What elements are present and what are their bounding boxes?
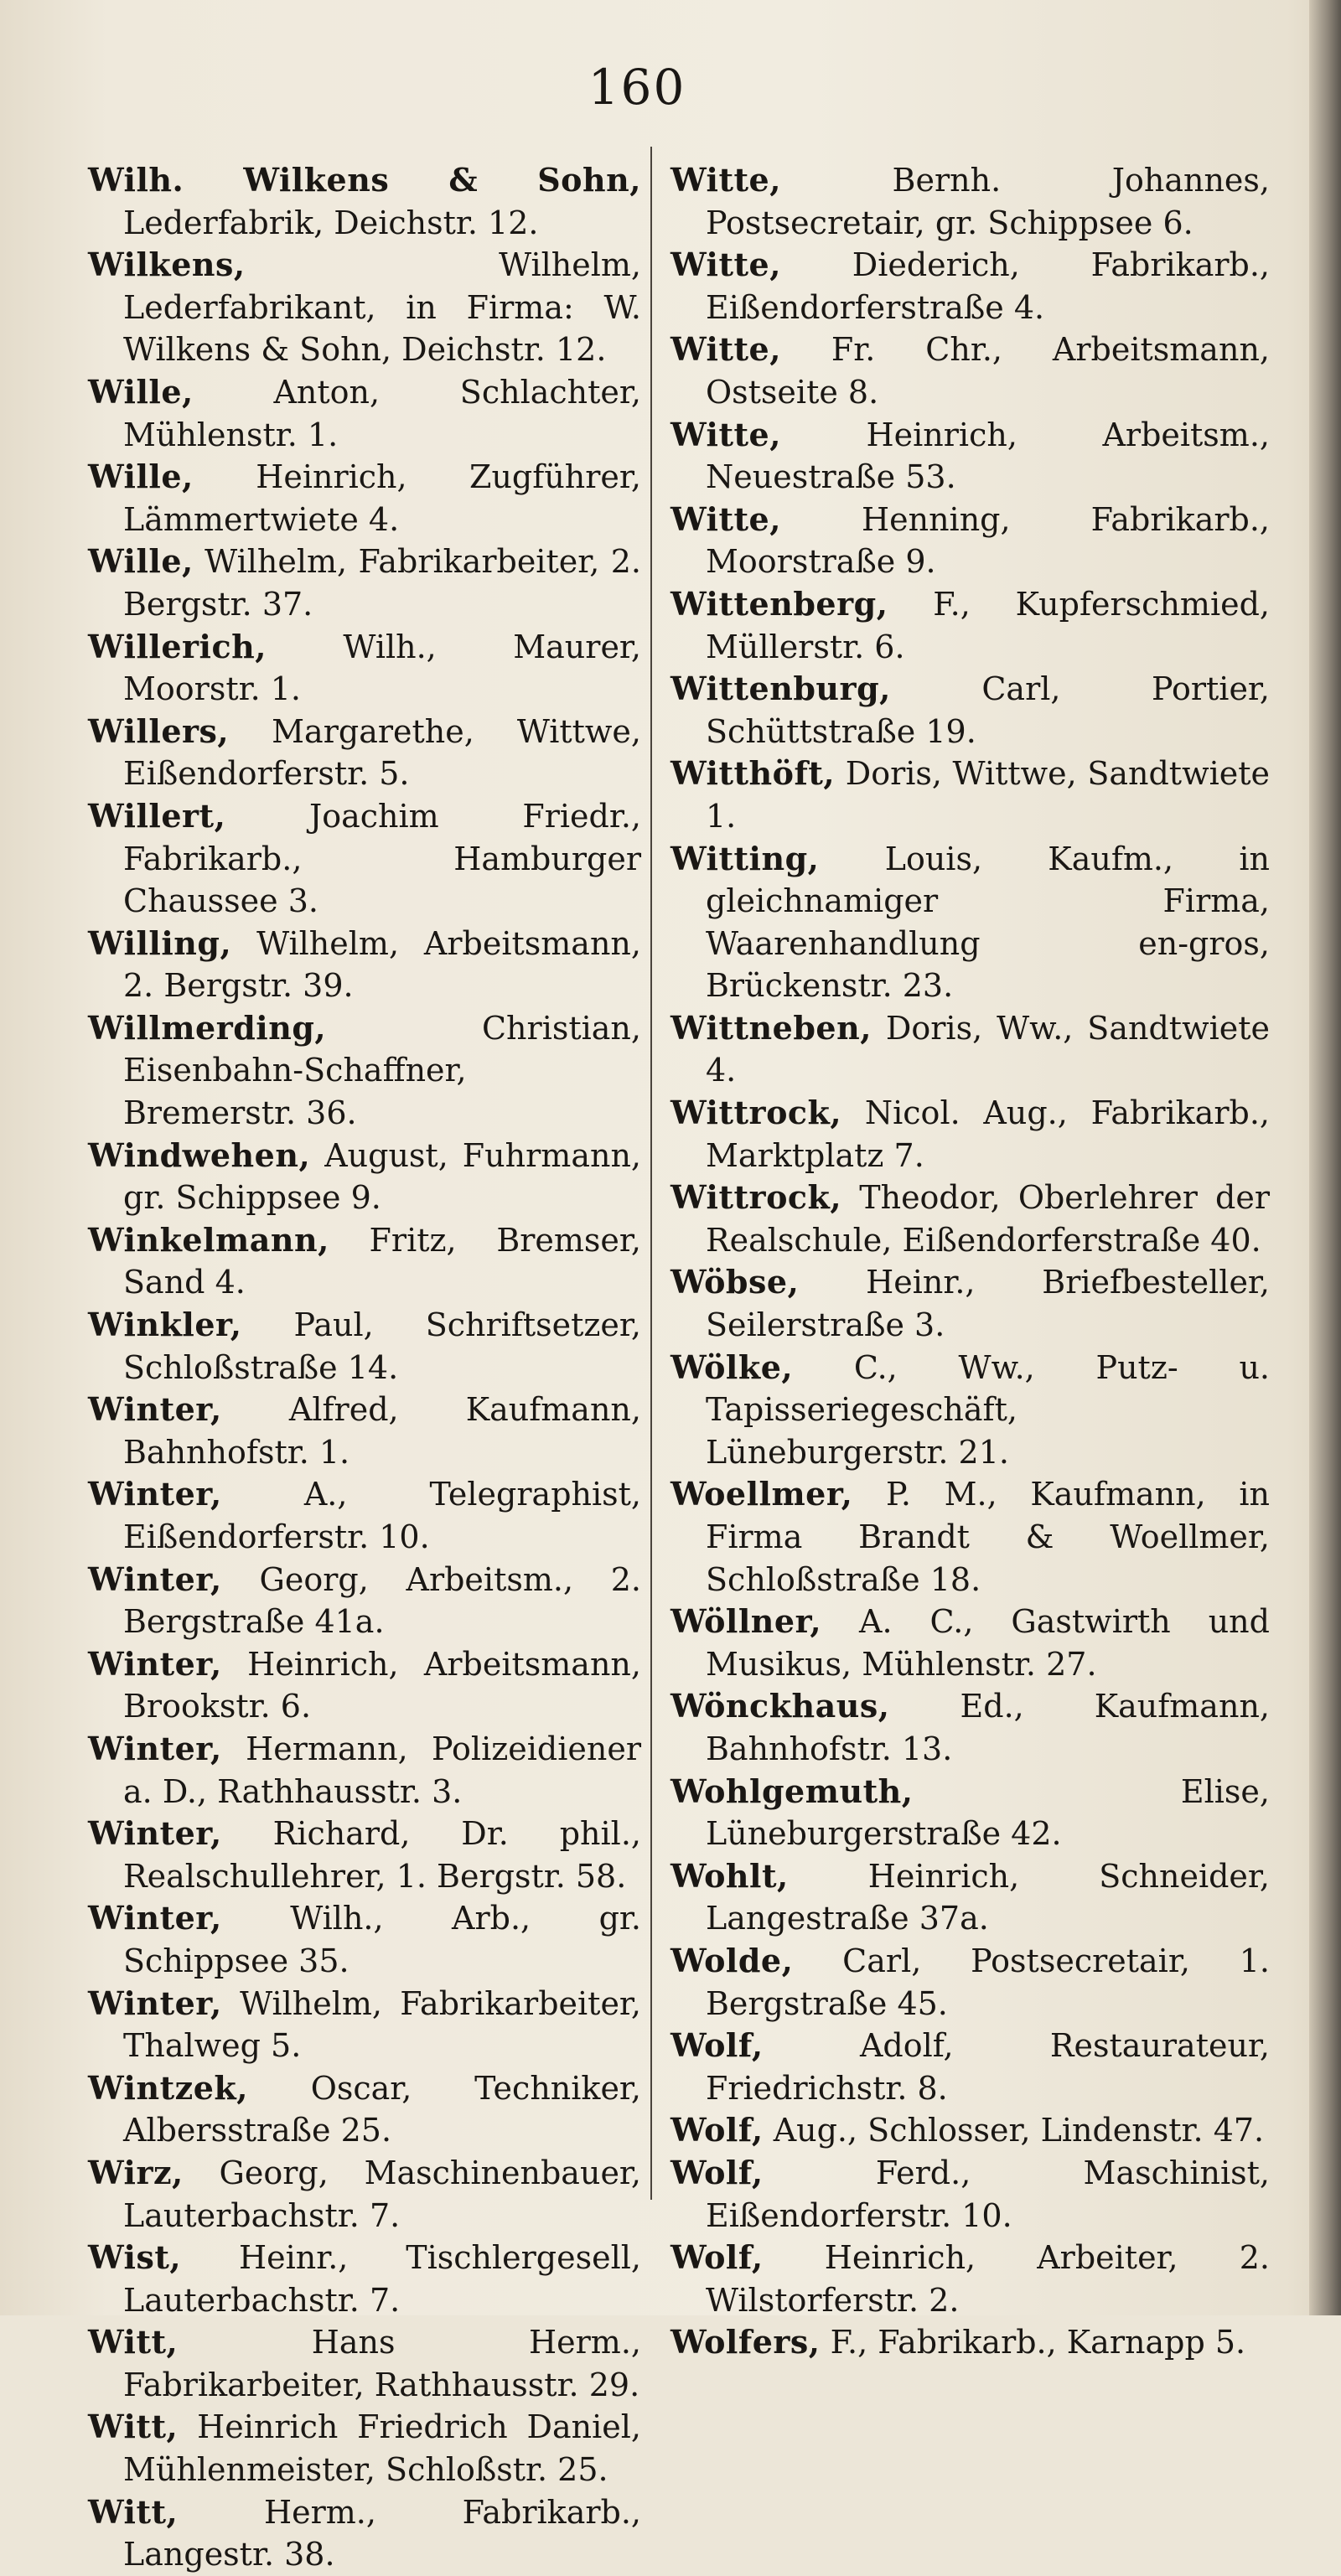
page-edge: [1309, 0, 1341, 2315]
entry-details: Fritz, Bremser, Sand 4.: [123, 1221, 641, 1301]
directory-entry: [670, 583, 1270, 668]
entry-details: Heinrich, Zugführer, Lämmertwiete 4.: [123, 458, 641, 538]
entry-details: Doris, Wittwe, Sandtwiete 1.: [706, 755, 1270, 835]
entry-details: Oscar, Techniker, Albersstraße 25.: [123, 2069, 641, 2149]
entry-details: F., Fabrikarb., Karnapp 5.: [820, 2324, 1246, 2361]
entry-name: Witt,: [88, 2408, 179, 2446]
entry-name: Winter,: [88, 1899, 222, 1937]
entry-name: Witting,: [670, 839, 820, 877]
entry-details: Wilhelm, Fabrikarbeiter, Thalweg 5.: [123, 1984, 641, 2065]
entry-details: Paul, Schriftsetzer, Schloßstraße 14.: [123, 1306, 641, 1386]
entry-name: Winter,: [88, 1475, 222, 1513]
directory-entry: [88, 626, 641, 711]
directory-entry: [670, 838, 1270, 1007]
entry-details: Heinrich, Arbeiter, 2. Wilstorferstr. 2.: [706, 2239, 1270, 2319]
entry-details: Louis, Kaufm., in gleichnamiger Firma, Waarenhandlung en-gros, Brückenstr. 23.: [706, 840, 1270, 1005]
entry-name: Wist,: [88, 2238, 182, 2277]
entry-name: Winter,: [88, 1814, 222, 1853]
entry-name: Wohlt,: [670, 1856, 789, 1895]
directory-entry: [670, 2237, 1270, 2321]
entry-details: A., Telegraphist, Eißendorferstr. 10.: [123, 1476, 641, 1555]
directory-entry: [88, 711, 641, 795]
directory-entry: [670, 328, 1270, 413]
entry-details: Margarethe, Wittwe, Eißendorferstr. 5.: [123, 712, 641, 793]
directory-entry: [88, 1304, 641, 1389]
entry-details: Adolf, Restaurateur, Friedrichstr. 8.: [706, 2027, 1270, 2107]
entry-name: Witte,: [670, 246, 781, 284]
directory-entry: [88, 1219, 641, 1304]
entry-name: Wöbse,: [670, 1263, 800, 1301]
entry-name: Winter,: [88, 1390, 222, 1429]
entry-details: Aug., Schlosser, Lindenstr. 47.: [763, 2112, 1265, 2149]
entry-name: Witte,: [670, 415, 781, 453]
directory-entry: [670, 1855, 1270, 1940]
entry-name: Wilkens,: [88, 246, 246, 284]
directory-entry: [670, 2152, 1270, 2237]
entry-details: P. M., Kaufmann, in Firma Brandt & Woellmer, Schloßstraße 18.: [706, 1476, 1270, 1598]
entry-name: Willers,: [88, 711, 230, 750]
entry-name: Winkelmann,: [88, 1220, 329, 1259]
directory-entry: [670, 668, 1270, 753]
entry-name: Wöllner,: [670, 1602, 822, 1641]
directory-entry: [670, 1473, 1270, 1601]
directory-entry: [88, 159, 641, 244]
entry-name: Witt,: [88, 2323, 179, 2361]
entry-name: Wille,: [88, 372, 194, 411]
column-divider: [650, 147, 652, 2200]
directory-entry: [88, 2152, 641, 2237]
entry-name: Wille,: [88, 458, 194, 496]
entry-details: Heinrich, Arbeitsm., Neuestraße 53.: [706, 416, 1270, 496]
directory-entry: [88, 1983, 641, 2067]
entry-details: Ferd., Maschinist, Eißendorferstr. 10.: [706, 2154, 1270, 2234]
entry-details: Theodor, Oberlehrer der Realschule, Eißendorferstraße 40.: [706, 1179, 1270, 1259]
directory-entry: [88, 1135, 641, 1219]
entry-details: Herm., Fabrikarb., Langestr. 38.: [123, 2493, 641, 2573]
entry-details: Heinr., Briefbesteller, Seilerstraße 3.: [706, 1264, 1270, 1344]
entry-name: Willing,: [88, 923, 232, 962]
directory-entry: [88, 2237, 641, 2321]
entry-details: Richard, Dr. phil., Realschullehrer, 1. Bergstr. 58.: [123, 1815, 641, 1895]
entry-details: Lederfabrik, Deichstr. 12.: [123, 204, 539, 241]
entry-details: Wilhelm, Arbeitsmann, 2. Bergstr. 39.: [123, 924, 641, 1005]
entry-details: Fr. Chr., Arbeitsmann, Ostseite 8.: [706, 331, 1270, 411]
directory-entry: [670, 2109, 1270, 2152]
directory-entry: [88, 456, 641, 541]
entry-name: Witte,: [670, 161, 781, 199]
directory-entry: [88, 795, 641, 923]
directory-entry: [670, 159, 1270, 244]
directory-entry: [88, 1813, 641, 1897]
entry-name: Wilh. Wilkens & Sohn,: [88, 161, 641, 199]
entry-name: Windwehen,: [88, 1135, 311, 1174]
directory-entry: [670, 499, 1270, 583]
entry-name: Winter,: [88, 1984, 222, 2022]
entry-details: Carl, Portier, Schüttstraße 19.: [706, 670, 1270, 750]
entry-name: Wolde,: [670, 1941, 794, 1979]
entry-details: Anton, Schlachter, Mühlenstr. 1.: [123, 373, 641, 453]
directory-entry: [670, 1685, 1270, 1770]
entry-name: Wohlgemuth,: [670, 1772, 914, 1810]
entry-details: Doris, Ww., Sandtwiete 4.: [706, 1009, 1270, 1089]
directory-entry: [88, 1473, 641, 1558]
entry-details: Elise, Lüneburgerstraße 42.: [706, 1772, 1270, 1853]
entry-name: Wölke,: [670, 1347, 794, 1386]
directory-entry: [88, 1389, 641, 1473]
left-column: [88, 159, 641, 2576]
entry-details: Alfred, Kaufmann, Bahnhofstr. 1.: [123, 1391, 641, 1471]
entry-details: Bernh. Johannes, Postsecretair, gr. Schippsee 6.: [706, 162, 1270, 241]
directory-entry: [88, 1007, 641, 1135]
entry-details: Ed., Kaufmann, Bahnhofstr. 13.: [706, 1688, 1270, 1767]
entry-name: Willert,: [88, 796, 226, 835]
directory-entry: [88, 923, 641, 1007]
directory-entry: [670, 2025, 1270, 2109]
directory-entry: [670, 1771, 1270, 1855]
entry-details: C., Ww., Putz- u. Tapisseriegeschäft, Lüneburgerstr. 21.: [706, 1348, 1270, 1471]
entry-name: Wittenburg,: [670, 670, 891, 708]
entry-name: Wönckhaus,: [670, 1687, 890, 1725]
directory-entry: [88, 2321, 641, 2406]
entry-name: Winter,: [88, 1729, 222, 1767]
entry-details: F., Kupferschmied, Müllerstr. 6.: [706, 585, 1270, 665]
entry-name: Wittrock,: [670, 1178, 842, 1217]
entry-details: A. C., Gastwirth und Musikus, Mühlenstr. 27.: [706, 1603, 1270, 1683]
right-column: [670, 159, 1270, 2364]
entry-details: Heinrich, Schneider, Langestraße 37a.: [706, 1857, 1270, 1937]
entry-name: Winter,: [88, 1644, 222, 1683]
entry-name: Wittrock,: [670, 1094, 842, 1132]
directory-entry: [670, 2321, 1270, 2364]
entry-name: Witthöft,: [670, 754, 836, 793]
entry-name: Woellmer,: [670, 1475, 853, 1513]
directory-entry: [670, 1347, 1270, 1474]
entry-details: Hans Herm., Fabrikarbeiter, Rathhausstr. 29.: [123, 2324, 641, 2403]
entry-name: Wirz,: [88, 2153, 184, 2191]
directory-entry: [88, 1559, 641, 1643]
directory-entry: [670, 1601, 1270, 1685]
entry-details: Wilhelm, Lederfabrikant, in Firma: W. Wilkens & Sohn, Deichstr. 12.: [123, 246, 641, 369]
directory-entry: [670, 244, 1270, 328]
directory-entry: [670, 1177, 1270, 1261]
directory-entry: [670, 753, 1270, 837]
directory-entry: [88, 1643, 641, 1728]
entry-name: Wille,: [88, 542, 194, 581]
entry-details: Christian, Eisenbahn-Schaffner, Bremerstr. 36.: [123, 1009, 641, 1132]
directory-entry: [88, 1897, 641, 1982]
entry-details: Wilh., Arb., gr. Schippsee 35.: [123, 1900, 641, 1979]
directory-entry: [670, 414, 1270, 499]
entry-details: Diederich, Fabrikarb., Eißendorferstraße 4.: [706, 246, 1270, 326]
directory-entry: [88, 2067, 641, 2152]
entry-name: Wintzek,: [88, 2068, 248, 2107]
entry-details: Joachim Friedr., Fabrikarb., Hamburger Chaussee 3.: [123, 797, 641, 920]
entry-details: Hermann, Polizeidiener a. D., Rathhausstr. 3.: [123, 1730, 641, 1810]
directory-entry: [88, 2491, 641, 2576]
entry-name: Witt,: [88, 2492, 179, 2531]
entry-name: Wolfers,: [670, 2323, 821, 2361]
entry-details: Wilhelm, Fabrikarbeiter, 2. Bergstr. 37.: [123, 543, 641, 623]
directory-entry: [88, 244, 641, 371]
entry-name: Wolf,: [670, 2026, 764, 2065]
entry-details: Heinrich, Arbeitsmann, Brookstr. 6.: [123, 1645, 641, 1725]
directory-entry: [88, 1728, 641, 1813]
entry-details: Nicol. Aug., Fabrikarb., Marktplatz 7.: [706, 1094, 1270, 1174]
entry-details: Carl, Postsecretair, 1. Bergstraße 45.: [706, 1942, 1270, 2022]
entry-name: Willmerding,: [88, 1008, 327, 1047]
directory-entry: [670, 1261, 1270, 1346]
directory-entry: [88, 2406, 641, 2491]
entry-details: Heinr., Tischlergesell, Lauterbachstr. 7.: [123, 2239, 641, 2319]
entry-name: Witte,: [670, 499, 781, 538]
entry-name: Witte,: [670, 330, 781, 369]
directory-entry: [670, 1940, 1270, 2025]
entry-details: Wilh., Maurer, Moorstr. 1.: [123, 628, 641, 708]
entry-name: Willerich,: [88, 627, 267, 665]
entry-details: Henning, Fabrikarb., Moorstraße 9.: [706, 500, 1270, 581]
directory-entry: [88, 541, 641, 625]
entry-details: Heinrich Friedrich Daniel, Mühlenmeister, Schloßstr. 25.: [123, 2408, 641, 2489]
page-number: 160: [588, 59, 686, 116]
entry-name: Winter,: [88, 1560, 222, 1598]
entry-name: Wolf,: [670, 2238, 764, 2277]
entry-details: August, Fuhrmann, gr. Schippsee 9.: [123, 1136, 641, 1217]
entry-name: Wittenberg,: [670, 584, 888, 623]
directory-entry: [670, 1007, 1270, 1092]
entry-name: Wittneben,: [670, 1008, 872, 1047]
entry-details: Georg, Arbeitsm., 2. Bergstraße 41a.: [123, 1560, 641, 1641]
entry-name: Wolf,: [670, 2111, 764, 2149]
entry-name: Wolf,: [670, 2153, 764, 2191]
directory-entry: [88, 371, 641, 456]
entry-name: Winkler,: [88, 1306, 242, 1344]
directory-entry: [670, 1092, 1270, 1177]
entry-details: Georg, Maschinenbauer, Lauterbachstr. 7.: [123, 2154, 641, 2234]
